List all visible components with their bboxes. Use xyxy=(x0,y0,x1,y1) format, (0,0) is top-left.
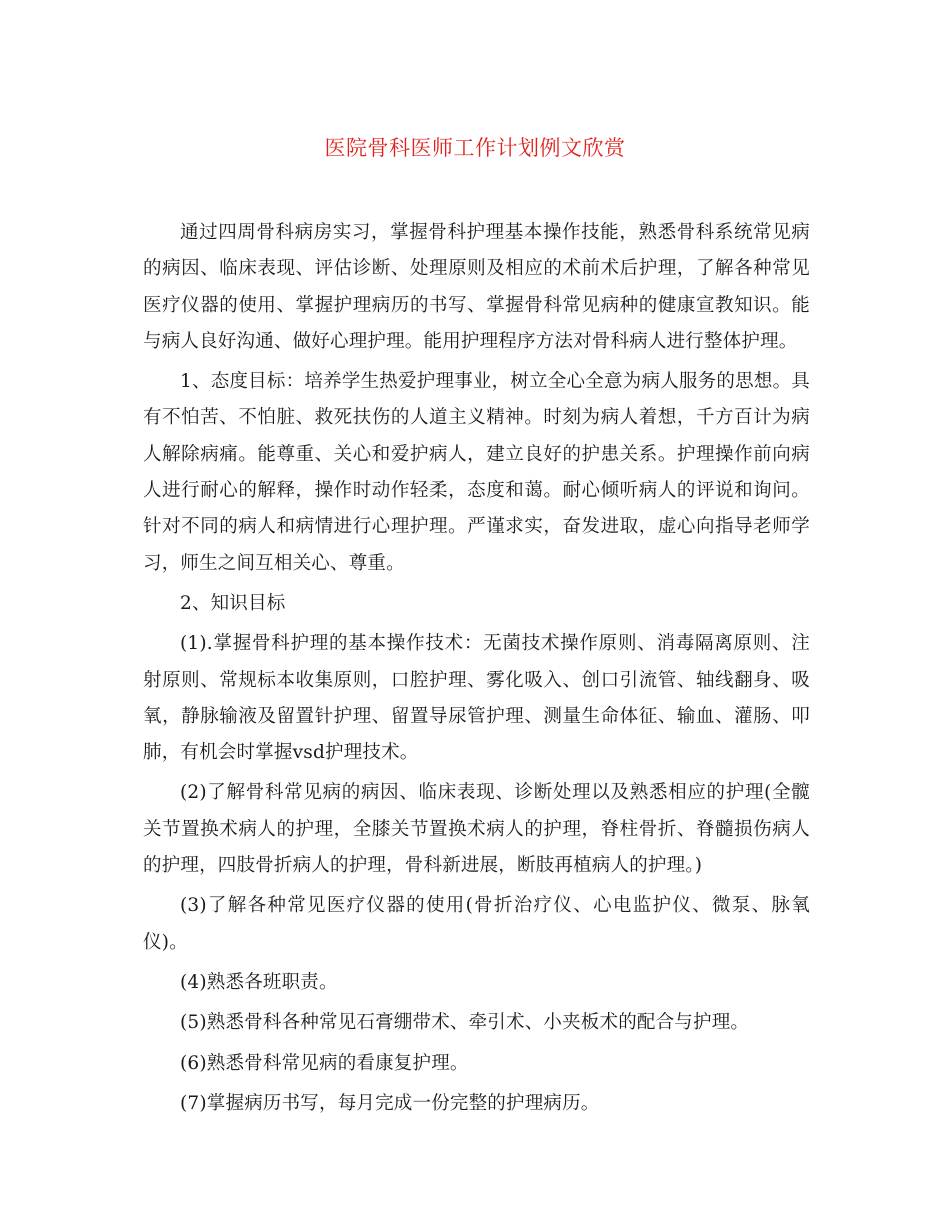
knowledge-item-4: (4)熟悉各班职责。 xyxy=(180,971,338,993)
attitude-goal-paragraph: 1、态度目标：培养学生热爱护理事业，树立全心全意为病人服务的思想。具有不怕苦、不怕脏、救死扶伤的人道主义精神。时刻为病人着想，千方百计为病人解除病痛。能尊重、关心和爱护病人，建立良好的护患关系。护理操作前向病人进行耐心的解释，操作时动作轻柔，态度和蔼。耐心倾听病人的评说和询问。针对不同的病人和病情进行心理护理。严谨求实，奋发进取，虚心向指导老师学习，师生之间互相关心、尊重。 xyxy=(143,371,810,574)
document-body xyxy=(143,215,810,1126)
knowledge-item-6: (6)熟悉骨科常见病的看康复护理。 xyxy=(180,1052,469,1074)
intro-paragraph: 通过四周骨科病房实习，掌握骨科护理基本操作技能，熟悉骨科系统常见病的病因、临床表现、评估诊断、处理原则及相应的术前术后护理，了解各种常见医疗仪器的使用、掌握护理病历的书写、掌握骨科常见病种的健康宣教知识。能与病人良好沟通、做好心理护理。能用护理程序方法对骨科病人进行整体护理。 xyxy=(143,222,810,352)
knowledge-item-7: (7)掌握病历书写，每月完成一份完整的护理病历。 xyxy=(180,1092,600,1114)
document-title: 医院骨科医师工作计划例文欣赏 xyxy=(324,136,626,160)
knowledge-item-2: (2)了解骨科常见病的病因、临床表现、诊断处理以及熟悉相应的护理(全髋关节置换术病人的护理，全膝关节置换术病人的护理，脊柱骨折、脊髓损伤病人的护理，四肢骨折病人的护理，骨科新进展，断肢再植病人的护理。) xyxy=(143,782,810,877)
knowledge-item-3: (3)了解各种常见医疗仪器的使用(骨折治疗仪、心电监护仪、微泵、脉氧仪)。 xyxy=(143,895,810,953)
knowledge-goal-heading: 2、知识目标 xyxy=(180,592,286,614)
knowledge-item-1: (1).掌握骨科护理的基本操作技术：无菌技术操作原则、消毒隔离原则、注射原则、常规标本收集原则，口腔护理、雾化吸入、创口引流管、轴线翻身、吸氧，静脉输液及留置针护理、留置导尿管护理、测量生命体征、输血、灌肠、叩肺，有机会时掌握vsd护理技术。 xyxy=(143,633,810,764)
knowledge-item-5: (5)熟悉骨科各种常见石膏绷带术、牵引术、小夹板术的配合与护理。 xyxy=(180,1012,750,1034)
